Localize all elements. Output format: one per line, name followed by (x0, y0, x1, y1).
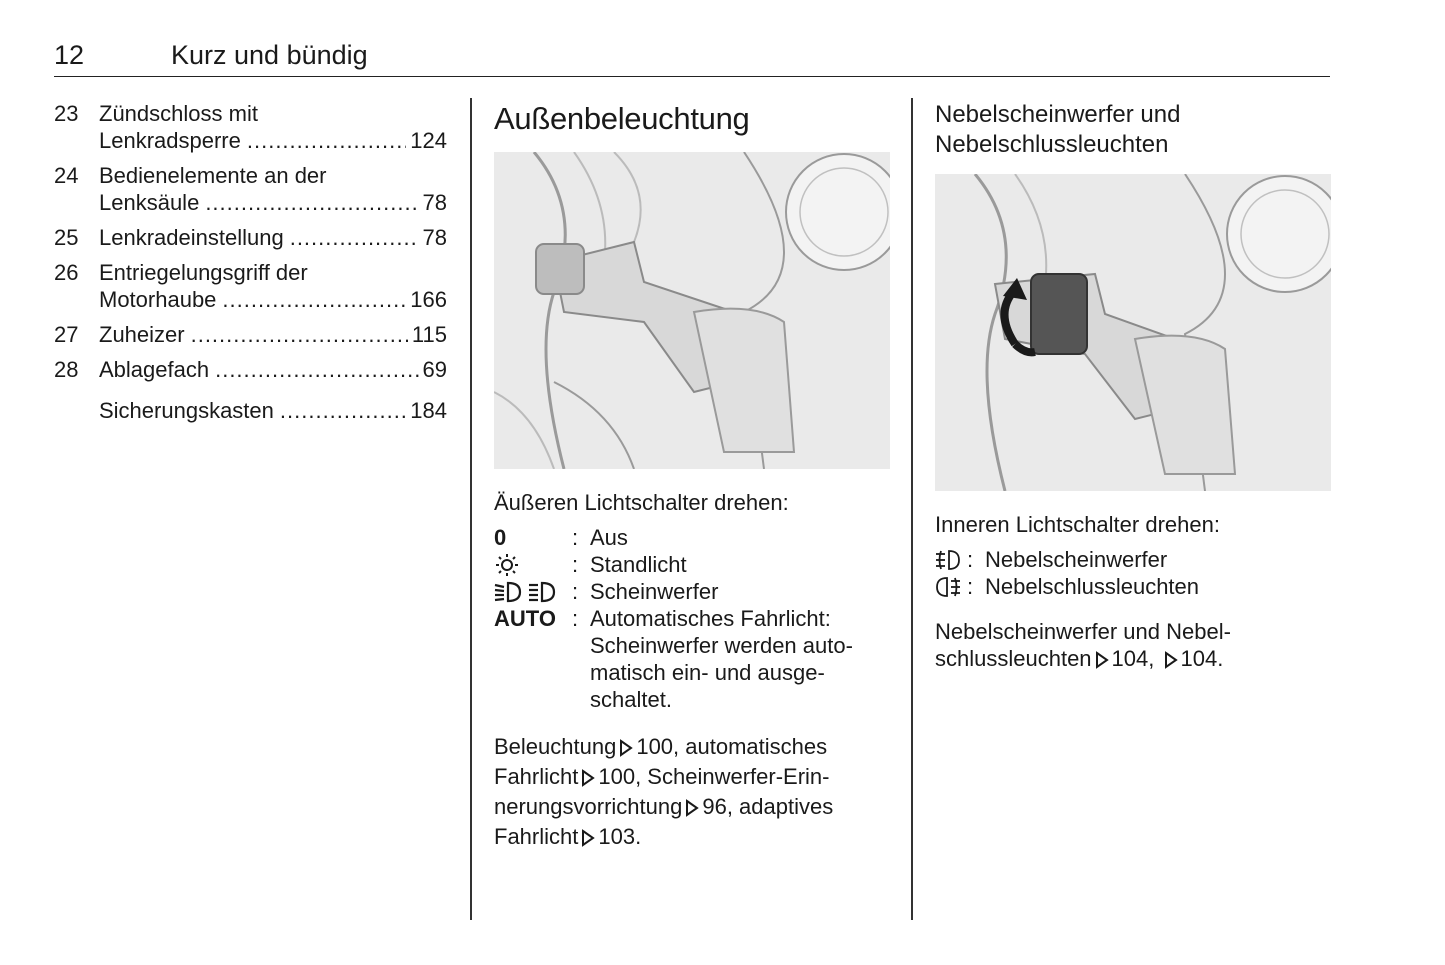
toc-label: Lenksäule (99, 190, 200, 215)
parking-light-icon (494, 551, 572, 578)
toc-number: 25 (54, 225, 79, 250)
auto-symbol: AUTO (494, 606, 556, 631)
toc-entry-fusebox[interactable] (54, 397, 447, 424)
page-reference[interactable]: 103 (598, 824, 636, 849)
legend-row (494, 524, 890, 551)
legend-colon: : (572, 606, 579, 631)
legend-row (935, 573, 1331, 600)
page-reference[interactable]: 100 (636, 734, 674, 759)
switch-position-legend (494, 524, 890, 713)
toc-leader (247, 127, 406, 154)
fog-lights-section (935, 100, 1331, 675)
section-heading: Außenbeleuchtung (494, 101, 750, 136)
toc-label: Zündschloss mit (99, 101, 258, 126)
toc-entry[interactable] (54, 356, 447, 383)
toc-number: 23 (54, 101, 79, 126)
front-fog-light-icon (935, 546, 967, 573)
component-index-list (54, 100, 447, 432)
legend-desc: Aus (590, 525, 628, 550)
toc-label: Zuheizer (99, 322, 185, 347)
toc-label: Motorhaube (99, 287, 217, 312)
toc-page-ref[interactable]: 115 (411, 322, 447, 347)
legend-desc: Automatisches Fahrlicht: Scheinwerfer werden auto- matisch ein- und ausge- schaltet. (590, 606, 853, 712)
page-number: 12 (54, 40, 85, 70)
legend-colon: : (967, 574, 974, 599)
off-symbol: 0 (494, 525, 507, 550)
legend-row (494, 551, 890, 578)
steering-column-stalk-drawing (494, 152, 890, 469)
toc-entry[interactable] (54, 162, 447, 216)
toc-label: Bedienelemente an der (99, 163, 327, 188)
legend-colon: : (967, 547, 974, 572)
toc-page-ref[interactable]: 78 (422, 190, 447, 215)
instruction-text: Inneren Lichtschalter drehen: (935, 512, 1220, 537)
toc-leader (191, 321, 408, 348)
toc-entry[interactable] (54, 224, 447, 251)
legend-desc: Nebelscheinwerfer (985, 547, 1168, 572)
arrow-reference-icon[interactable] (1094, 648, 1110, 675)
arrow-reference-icon[interactable] (580, 766, 596, 793)
legend-colon: : (572, 525, 579, 550)
toc-number: 26 (54, 260, 79, 285)
toc-entry[interactable] (54, 100, 447, 154)
cross-reference-paragraph: Beleuchtung 100, automatisches Fahrlicht 100, Scheinwerfer-Erin- nerungsvorrichtung 96, adaptives Fahrlicht 103. (494, 733, 890, 853)
toc-label: Ablagefach (99, 357, 210, 382)
fog-switch-illustration (935, 174, 1331, 491)
page-header (54, 40, 1330, 77)
section-heading: Nebelscheinwerfer und Nebelschlussleuchten (935, 101, 1181, 158)
toc-leader (205, 189, 418, 216)
fog-legend (935, 546, 1331, 600)
headlight-icons (494, 578, 572, 605)
toc-leader (280, 397, 406, 424)
toc-label: Entriegelungsgriff der (99, 260, 308, 285)
toc-page-ref[interactable]: 78 (422, 225, 447, 250)
instruction-text: Äußeren Lichtschalter drehen: (494, 490, 789, 515)
toc-number: 24 (54, 163, 79, 188)
legend-colon: : (572, 552, 579, 577)
toc-label: Lenkradsperre (99, 128, 241, 153)
toc-page-ref[interactable]: 166 (410, 287, 447, 312)
arrow-reference-icon[interactable] (580, 826, 596, 853)
toc-entry[interactable] (54, 259, 447, 313)
toc-page-ref[interactable]: 184 (410, 398, 447, 423)
cross-reference-paragraph: Nebelscheinwerfer und Nebel- schlussleuchten 104, 104. (935, 618, 1331, 675)
legend-row (494, 578, 890, 605)
arrow-reference-icon[interactable] (618, 736, 634, 763)
toc-leader (290, 224, 419, 251)
exterior-lighting-section (494, 100, 890, 853)
toc-page-ref[interactable]: 69 (422, 357, 447, 382)
legend-row (494, 605, 890, 713)
toc-number: 27 (54, 322, 79, 347)
legend-colon: : (572, 579, 579, 604)
toc-label: Lenkradeinstellung (99, 225, 284, 250)
page-reference[interactable]: 104 (1180, 646, 1218, 671)
toc-label: Sicherungskasten (99, 398, 274, 423)
toc-entry[interactable] (54, 321, 447, 348)
rear-fog-light-icon (935, 573, 967, 600)
column-divider-left (470, 98, 472, 920)
page-reference[interactable]: 96 (702, 794, 727, 819)
arrow-reference-icon[interactable] (1163, 648, 1179, 675)
legend-row (935, 546, 1331, 573)
light-switch-illustration (494, 152, 890, 469)
legend-desc: Scheinwerfer (590, 579, 719, 604)
legend-desc: Standlicht (590, 552, 687, 577)
arrow-reference-icon[interactable] (684, 796, 700, 823)
toc-page-ref[interactable]: 124 (410, 128, 447, 153)
toc-number: 28 (54, 357, 79, 382)
steering-column-stalk-drawing (935, 174, 1331, 491)
toc-leader (215, 356, 418, 383)
page-title: Kurz und bündig (171, 40, 368, 70)
column-divider-right (911, 98, 913, 920)
page-reference[interactable]: 104 (1111, 646, 1149, 671)
legend-desc: Nebelschlussleuchten (985, 574, 1200, 599)
page-reference[interactable]: 100 (598, 764, 636, 789)
toc-leader (222, 286, 406, 313)
